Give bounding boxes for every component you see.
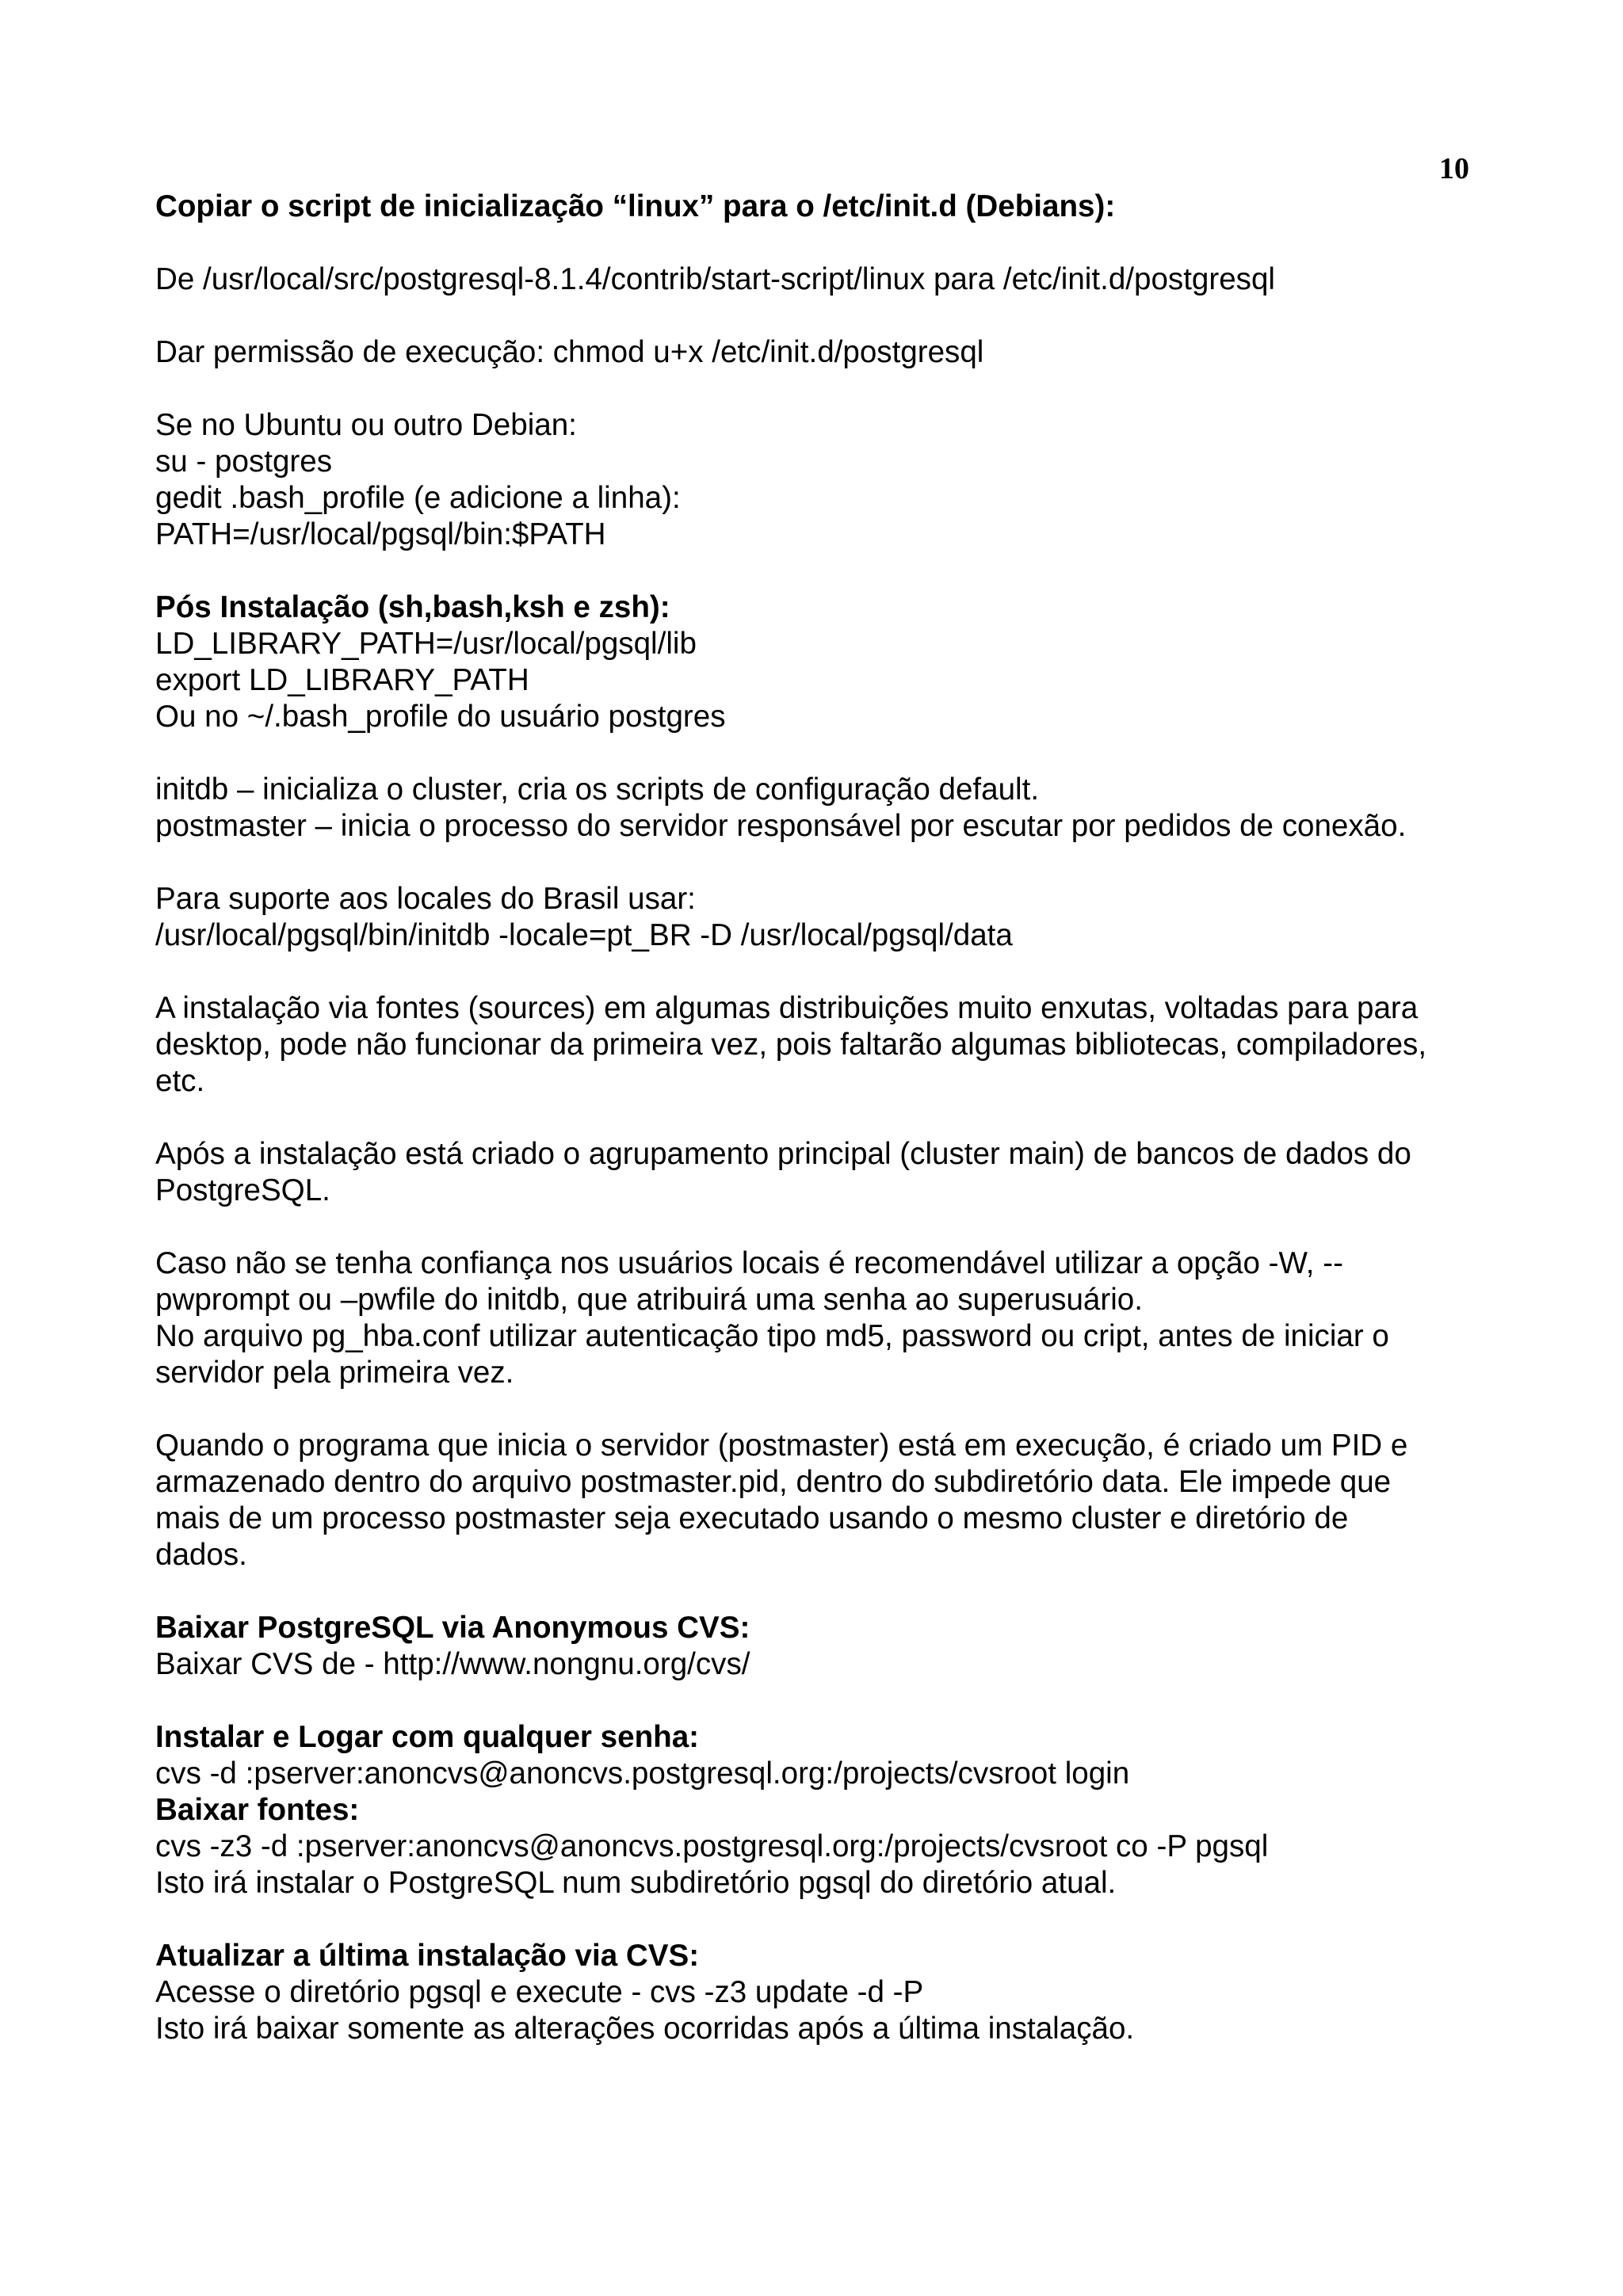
text-line: LD_LIBRARY_PATH=/usr/local/pgsql/lib bbox=[155, 627, 697, 661]
text-line: Ou no ~/.bash_profile do usuário postgres bbox=[155, 700, 726, 734]
text-line: De /usr/local/src/postgresql-8.1.4/contrib/start-script/linux para /etc/init.d/postgresql bbox=[155, 262, 1275, 296]
text-line: su - postgres bbox=[155, 444, 332, 479]
section-heading: Atualizar a última instalação via CVS: bbox=[155, 1939, 700, 1973]
text-line: No arquivo pg_hba.conf utilizar autenticação tipo md5, password ou cript, antes de iniciar o bbox=[155, 1319, 1389, 1353]
text-line: desktop, pode não funcionar da primeira vez, pois faltarão algumas bibliotecas, compiladores, bbox=[155, 1028, 1427, 1062]
section-heading: Baixar fontes: bbox=[155, 1793, 360, 1827]
paragraph bbox=[155, 589, 1534, 735]
text-line: PostgreSQL. bbox=[155, 1173, 330, 1207]
section-heading: Baixar PostgreSQL via Anonymous CVS: bbox=[155, 1611, 750, 1645]
section-heading: Copiar o script de inicialização “linux” para o /etc/init.d (Debians): bbox=[155, 189, 1116, 223]
text-line: servidor pela primeira vez. bbox=[155, 1356, 514, 1390]
text-line: cvs -z3 -d :pserver:anoncvs@anoncvs.postgresql.org:/projects/cvsroot co -P pgsql bbox=[155, 1829, 1269, 1863]
text-line: etc. bbox=[155, 1064, 205, 1098]
text-line: postmaster – inicia o processo do servidor responsável por escutar por pedidos de conexão. bbox=[155, 809, 1407, 843]
paragraph bbox=[155, 261, 1534, 298]
text-line: Isto irá instalar o PostgreSQL num subdiretório pgsql do diretório atual. bbox=[155, 1866, 1117, 1900]
paragraph bbox=[155, 772, 1534, 845]
text-line: gedit .bash_profile (e adicione a linha): bbox=[155, 481, 681, 515]
text-line: /usr/local/pgsql/bin/initdb -locale=pt_BR -D /usr/local/pgsql/data bbox=[155, 918, 1013, 952]
paragraph bbox=[155, 407, 1534, 553]
paragraph bbox=[155, 881, 1534, 954]
paragraph bbox=[155, 1245, 1534, 1391]
paragraph bbox=[155, 1610, 1534, 1683]
text-line: Caso não se tenha confiança nos usuários locais é recomendável utilizar a opção -W, -- bbox=[155, 1246, 1343, 1280]
text-line: A instalação via fontes (sources) em algumas distribuições muito enxutas, voltadas para para bbox=[155, 991, 1419, 1025]
text-line: Para suporte aos locales do Brasil usar: bbox=[155, 882, 696, 916]
text-line: Se no Ubuntu ou outro Debian: bbox=[155, 408, 577, 442]
paragraph bbox=[155, 334, 1534, 371]
text-line: export LD_LIBRARY_PATH bbox=[155, 663, 529, 697]
paragraph bbox=[155, 1719, 1534, 1901]
paragraph bbox=[155, 1428, 1534, 1573]
text-line: Dar permissão de execução: chmod u+x /etc/init.d/postgresql bbox=[155, 335, 984, 369]
text-line: Baixar CVS de - http://www.nongnu.org/cvs/ bbox=[155, 1647, 750, 1681]
text-line: mais de um processo postmaster seja executado usando o mesmo cluster e diretório de bbox=[155, 1501, 1349, 1535]
text-line: Após a instalação está criado o agrupamento principal (cluster main) de bancos de dados do bbox=[155, 1137, 1411, 1171]
text-line: cvs -d :pserver:anoncvs@anoncvs.postgresql.org:/projects/cvsroot login bbox=[155, 1756, 1130, 1791]
paragraph bbox=[155, 990, 1534, 1100]
paragraph bbox=[155, 1136, 1534, 1209]
text-line: Acesse o diretório pgsql e execute - cvs -z3 update -d -P bbox=[155, 1975, 924, 2009]
section-heading: Pós Instalação (sh,bash,ksh e zsh): bbox=[155, 590, 670, 624]
text-line: Quando o programa que inicia o servidor (postmaster) está em execução, é criado um PID e bbox=[155, 1428, 1408, 1463]
section-heading: Instalar e Logar com qualquer senha: bbox=[155, 1720, 700, 1754]
document-body bbox=[155, 189, 1534, 2084]
text-line: dados. bbox=[155, 1538, 247, 1572]
text-line: pwprompt ou –pwfile do initdb, que atribuirá uma senha ao superusuário. bbox=[155, 1283, 1143, 1317]
text-line: armazenado dentro do arquivo postmaster.pid, dentro do subdiretório data. Ele impede que bbox=[155, 1465, 1392, 1499]
paragraph bbox=[155, 1938, 1534, 2047]
paragraph bbox=[155, 189, 1534, 225]
text-line: PATH=/usr/local/pgsql/bin:$PATH bbox=[155, 517, 606, 551]
page-number: 10 bbox=[1439, 152, 1469, 185]
text-line: initdb – inicializa o cluster, cria os scripts de configuração default. bbox=[155, 772, 1040, 807]
text-line: Isto irá baixar somente as alterações ocorridas após a última instalação. bbox=[155, 2012, 1135, 2046]
